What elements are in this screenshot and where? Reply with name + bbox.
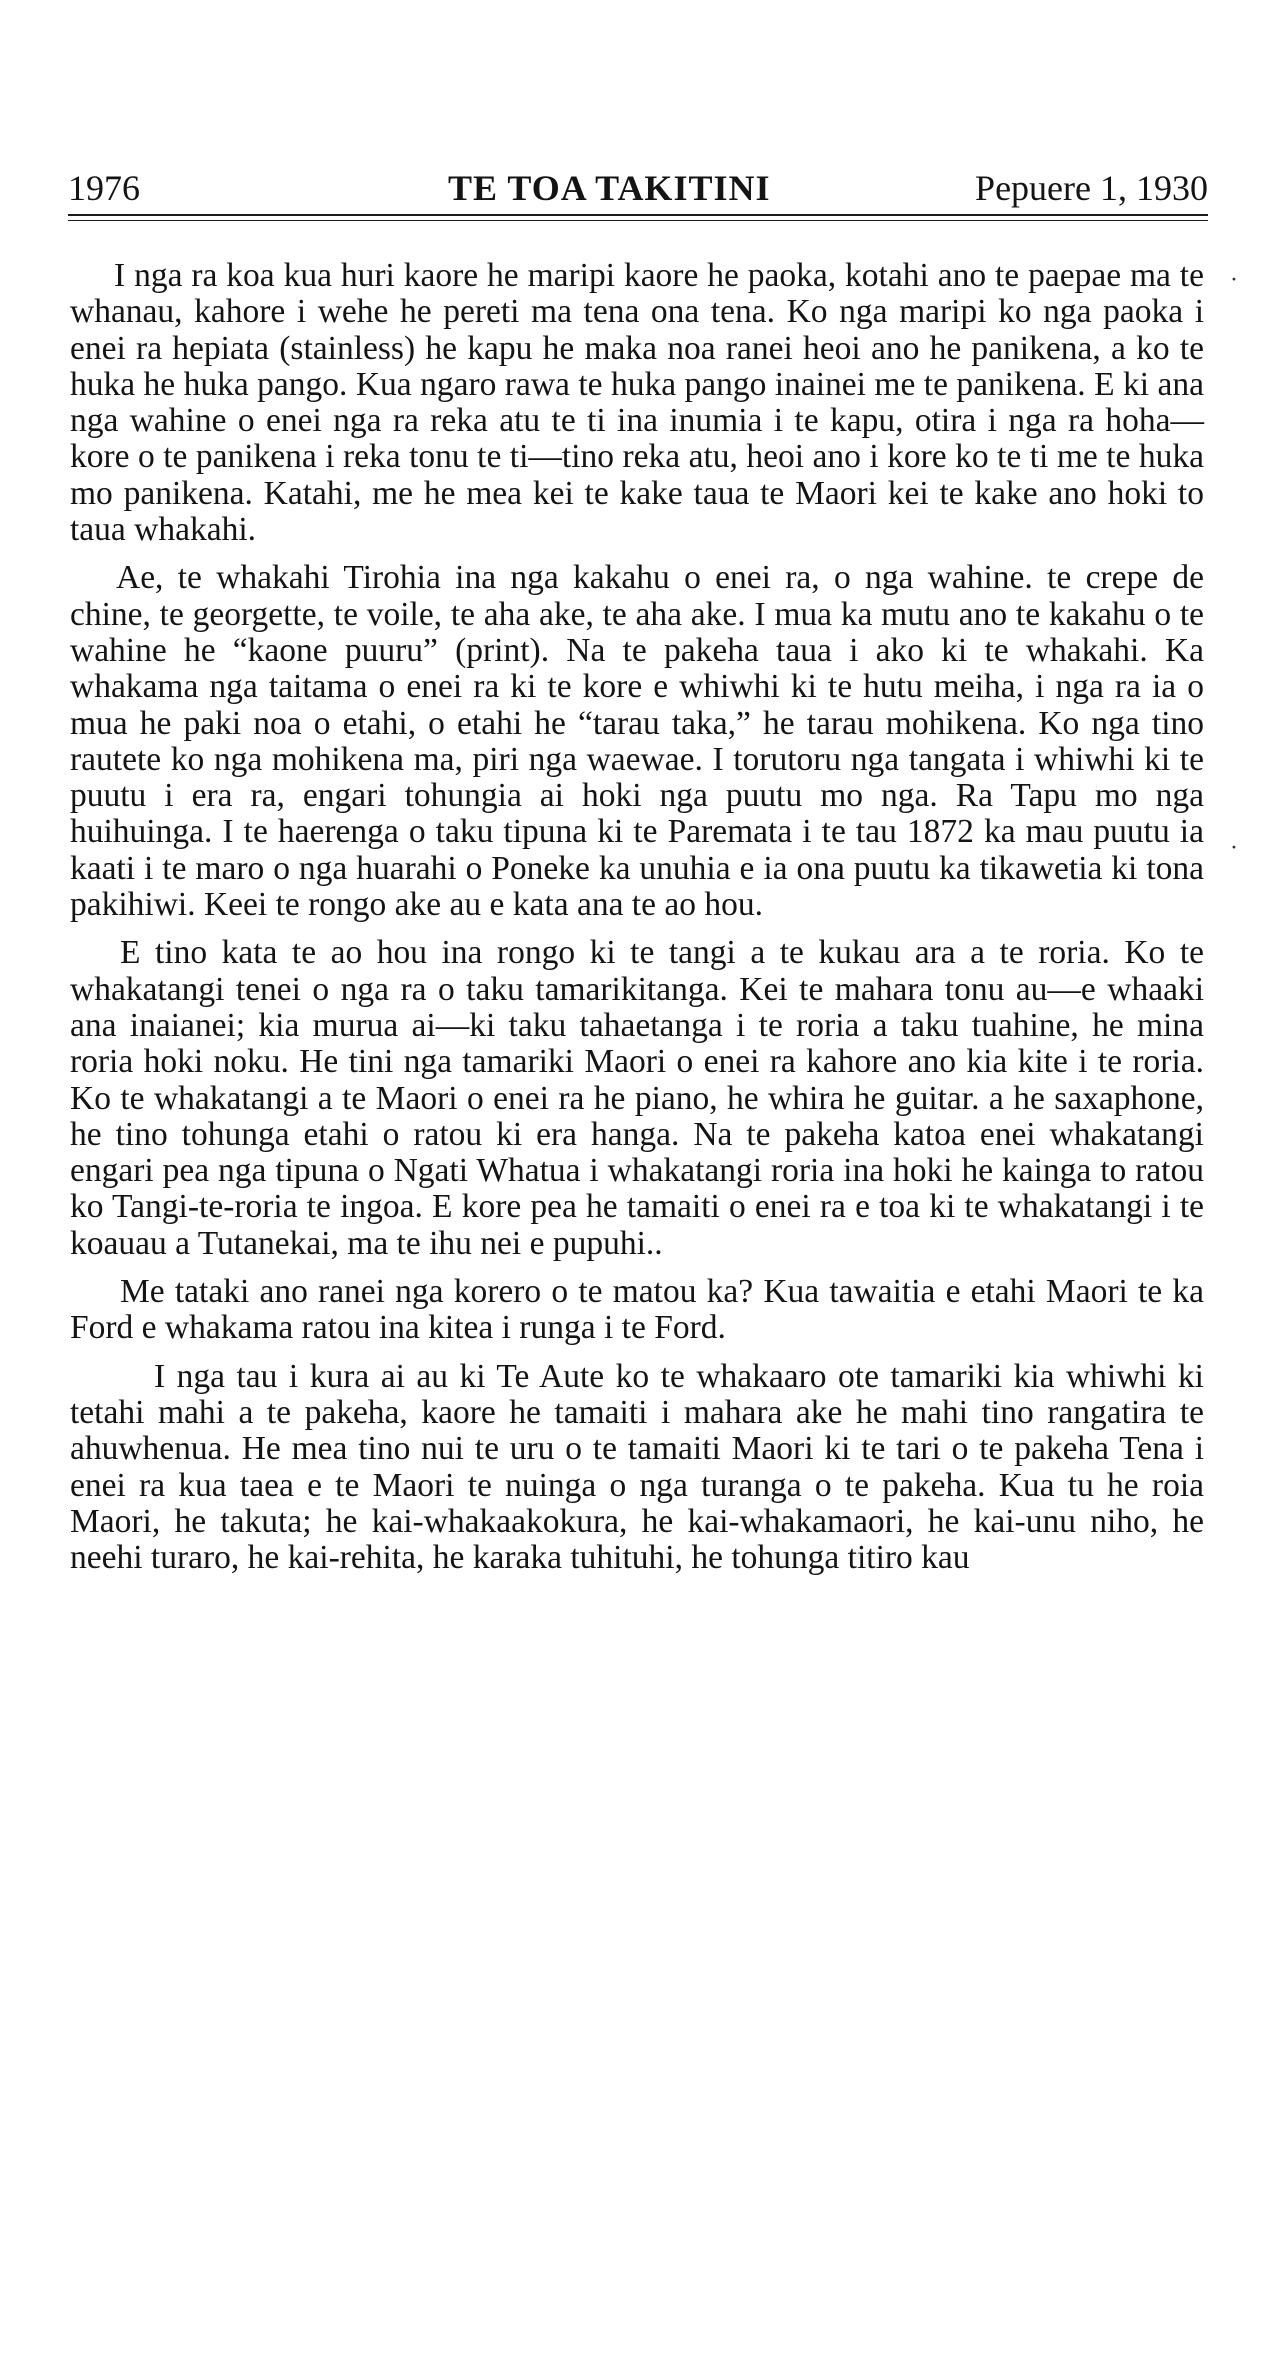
page-number: 1976 <box>68 168 140 208</box>
paragraph: Me tataki ano ranei nga korero o te matou ka? Kua tawaitia e etahi Maori te ka Ford e whakama ratou ina kitea i runga i te Ford. <box>70 1273 1204 1347</box>
issue-date: Pepuere 1, 1930 <box>975 168 1208 208</box>
header-rule-thin <box>68 220 1208 221</box>
paragraph: Ae, te whakahi Tirohia ina nga kakahu o enei ra, o nga wahine. te crepe de chine, te georgette, te voile, te aha ake, te aha ake. I mua ka mutu ano te kakahu o te wahine he “kaone puuru” (print). Na te pakeha taua i ako ki te whakahi. Ka whakama nga taitama o enei ra ki te kore e whiwhi ki te hutu meiha, i nga ra ia o mua he paki noa o etahi, o etahi he “tarau taka,” he tarau mohikena. Ko nga tino rautete ko nga mohikena ma, piri nga waewae. I torutoru nga tangata i whiwhi ki te puutu i era ra, engari tohungia ai hoki nga puutu mo nga. Ra Tapu mo nga huihuinga. I te haerenga o taku tipuna ki te Paremata i te tau 1872 ka mau puutu ia kaati i te maro o nga huarahi o Poneke ka unuhia e ia ona puutu ka tikawetia ki tona pakihiwi. Keei te rongo ake au e kata ana te ao hou. <box>70 559 1204 924</box>
margin-mark: · <box>1230 268 1238 293</box>
margin-mark: · <box>1230 836 1238 861</box>
running-header <box>68 164 1208 212</box>
header-rule-thick <box>68 214 1208 216</box>
article-body <box>70 258 1204 1588</box>
paragraph: E tino kata te ao hou ina rongo ki te tangi a te kukau ara a te roria. Ko te whakatangi tenei o nga ra o taku tamarikitanga. Kei te mahara tonu au—e whaaki ana inaianei; kia murua ai—ki taku tahaetanga i te roria a taku tuahine, he mina roria hoki noku. He tini nga tamariki Maori o enei ra kahore ano kia kite i te roria. Ko te whakatangi a te Maori o enei ra he piano, he whira he guitar. a he saxaphone, he tino tohunga etahi o ratou ki era hanga. Na te pakeha katoa enei whakatangi engari pea nga tipuna o Ngati Whatua i whakatangi roria ina hoki he kainga to ratou ko Tangi-te-roria te ingoa. E kore pea he tamaiti o enei ra e toa ki te whakatangi i te koauau a Tutanekai, ma te ihu nei e pupuhi.. <box>70 934 1204 1262</box>
paragraph: I nga ra koa kua huri kaore he maripi kaore he paoka, kotahi ano te paepae ma te whanau, kahore i wehe he pereti ma tena ona tena. Ko nga maripi ko nga paoka i enei ra hepiata (stainless) he kapu he maka noa ranei heoi ano he panikena, a ko te huka he huka pango. Kua ngaro rawa te huka pango inainei me te panikena. E ki ana nga wahine o enei nga ra reka atu te ti ina inumia i te kapu, otira i nga ra hoha—kore o te panikena i reka tonu te ti—tino reka atu, heoi ano i kore ko te ti me te huka mo panikena. Katahi, me he mea kei te kake taua te Maori kei te kake ano hoki to taua whakahi. <box>70 257 1204 549</box>
running-title: TE TOA TAKITINI <box>448 168 771 208</box>
paragraph: I nga tau i kura ai au ki Te Aute ko te whakaaro ote tamariki kia whiwhi ki tetahi mahi a te pakeha, kaore he tamaiti i mahara ake he mahi tino rangatira te ahuwhenua. He mea tino nui te uru o te tamaiti Maori ki te tari o te pakeha Tena i enei ra kua taea e te Maori te nuinga o nga turanga o te pakeha. Kua tu he roia Maori, he takuta; he kai-whakaakokura, he kai-whakamaori, he kai-unu niho, he neehi turaro, he kai-rehita, he karaka tuhituhi, he tohunga titiro kau <box>70 1357 1204 1577</box>
